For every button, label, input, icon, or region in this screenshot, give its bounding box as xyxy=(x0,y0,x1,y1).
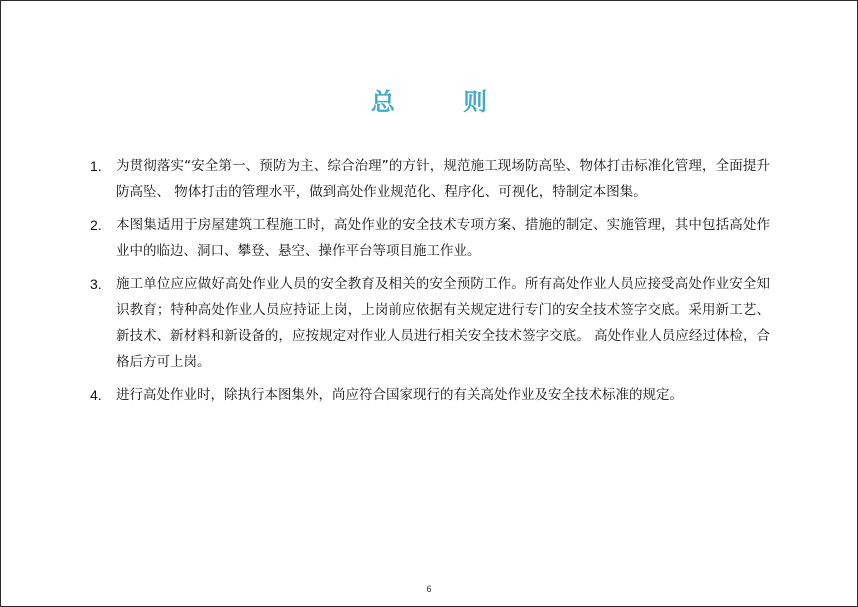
item-number: 3. xyxy=(90,276,102,292)
list-item xyxy=(90,153,770,205)
item-text: 施工单位应应做好高处作业人员的安全教育及相关的安全预防工作。所有高处作业人员应接受高处作业安全知识教育；特种高处作业人员应持证上岗，上岗前应依据有关规定进行专门的安全技术签字交底。采用新工艺、新技术、新材料和新设备的，应按规定对作业人员进行相关安全技术签字交底。 高处作业人员应经过体检，合格后方可上岗。 xyxy=(116,276,770,370)
list-item xyxy=(90,212,770,264)
page-number: 6 xyxy=(426,584,432,594)
list-item xyxy=(90,271,770,375)
item-number: 1. xyxy=(90,158,102,174)
list-item xyxy=(90,382,770,408)
item-number: 4. xyxy=(90,387,102,403)
item-text: 进行高处作业时，除执行本图集外，尚应符合国家现行的有关高处作业及安全技术标准的规定。 xyxy=(116,387,683,403)
item-text: 本图集适用于房屋建筑工程施工时，高处作业的安全技术专项方案、措施的制定、实施管理，其中包括高处作业中的临边、洞口、攀登、悬空、操作平台等项目施工作业。 xyxy=(116,217,770,259)
item-number: 2. xyxy=(90,217,102,233)
general-provisions-list xyxy=(90,153,770,415)
item-text: 为贯彻落实“安全第一、预防为主、综合治理”的方针，规范施工现场防高坠、物体打击标准化管理，全面提升防高坠、 物体打击的管理水平，做到高处作业规范化、程序化、可视化，特制定本图集。 xyxy=(116,158,770,200)
page-title: 总 则 xyxy=(370,88,518,116)
